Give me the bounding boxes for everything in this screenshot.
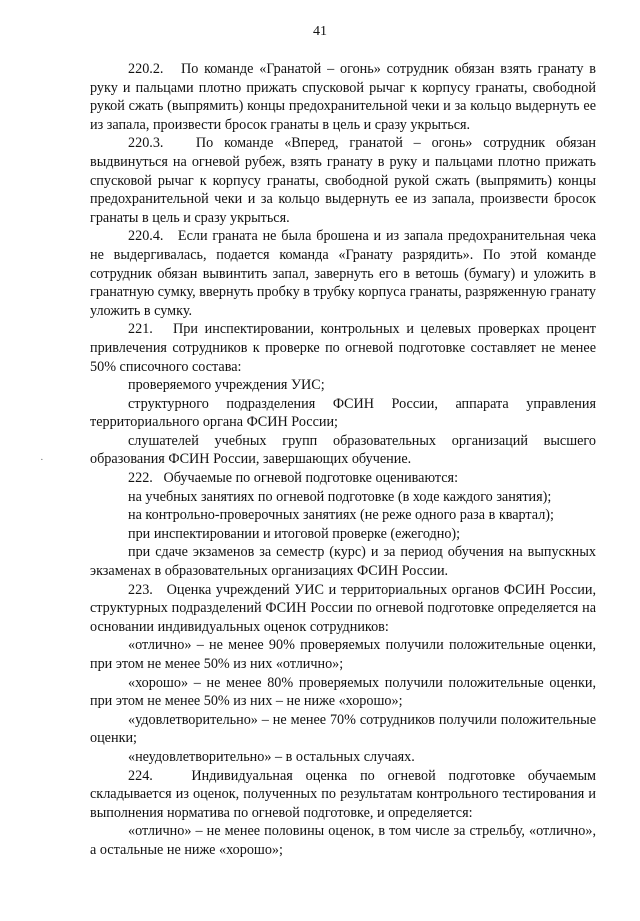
list-item-221-2: структурного подразделения ФСИН России, аппарата управления территориального органа ФСИН России; (90, 395, 596, 431)
list-item-224-excellent: «отлично» – не менее половины оценок, в том числе за стрельбу, «отлично», а остальные не ниже «хорошо»; (90, 823, 596, 858)
page-number: 41 (313, 24, 327, 39)
document-body (90, 60, 596, 860)
list-item-221-1: проверяемого учреждения УИС; (128, 377, 325, 394)
paragraph-222: 222. Обучаемые по огневой подготовке оцениваются: (128, 470, 459, 487)
list-item-223-good: «хорошо» – не менее 80% проверяемых получили положительные оценки, при этом не менее 50% из них – не ниже «хорошо»; (90, 674, 596, 710)
list-item-221-3: слушателей учебных групп образовательных организаций высшего образования ФСИН России, завершающих обучение. (90, 432, 596, 468)
paragraph-221: 221. При инспектировании, контрольных и целевых проверках процент привлечения сотрудников к проверке по огневой подготовке составляет не менее 50% списочного состава: (90, 321, 596, 375)
paragraph-220-4: 220.4. Если граната не была брошена и из запала предохранительная чека не выдергивалась, подается команда «Гранату разрядить». По этой команде сотрудник обязан вывинтить запал, завернуть его в ветошь (бумагу) и уложить в гранатную сумку, ввернуть пробку в трубку корпуса гранаты, разряженную гранату уложить в сумку. (90, 228, 596, 319)
list-item-222-3: при инспектировании и итоговой проверке (ежегодно); (128, 525, 461, 542)
list-item-223-unsatisfactory: «неудовлетворительно» – в остальных случаях. (128, 748, 415, 765)
list-item-222-1: на учебных занятиях по огневой подготовке (в ходе каждого занятия); (128, 488, 552, 505)
margin-mark: · (40, 454, 44, 466)
paragraph-223: 223. Оценка учреждений УИС и территориальных органов ФСИН России, структурных подразделений ФСИН России по огневой подготовке определяется на основании индивидуальных оценок сотрудников: (90, 581, 596, 635)
paragraph-224: 224. Индивидуальная оценка по огневой подготовке обучаемым складывается из оценок, полученных по результатам контрольного тестирования и выполнения норматива по огневой подготовке, и определяется: (90, 767, 596, 821)
paragraph-220-3: 220.3. По команде «Вперед, гранатой – огонь» сотрудник обязан выдвинуться на огневой рубеж, взять гранату в руку и пальцами плотно прижать спусковой рычаг к корпусу гранаты, свободной рукой сжать (выпрямить) концы предохранительной чеки и за кольцо выдернуть ее из запала, произвести бросок гранаты в цель и сразу укрыться. (90, 135, 596, 226)
list-item-223-satisfactory: «удовлетворительно» – не менее 70% сотрудников получили положительные оценки; (90, 711, 596, 747)
paragraph-220-2: 220.2. По команде «Гранатой – огонь» сотрудник обязан взять гранату в руку и пальцами плотно прижать спусковой рычаг к корпусу гранаты, свободной рукой сжать (выпрямить) концы предохранительной чеки и за кольцо выдернуть ее из запала, произвести бросок гранаты в цель и сразу укрыться. (90, 61, 596, 133)
list-item-223-excellent: «отлично» – не менее 90% проверяемых получили положительные оценки, при этом не менее 50% из них «отлично»; (90, 637, 596, 672)
list-item-222-4: при сдаче экзаменов за семестр (курс) и за период обучения на выпускных экзаменах в образовательных организациях ФСИН России. (90, 544, 596, 580)
list-item-222-2: на контрольно-проверочных занятиях (не реже одного раза в квартал); (128, 507, 554, 524)
